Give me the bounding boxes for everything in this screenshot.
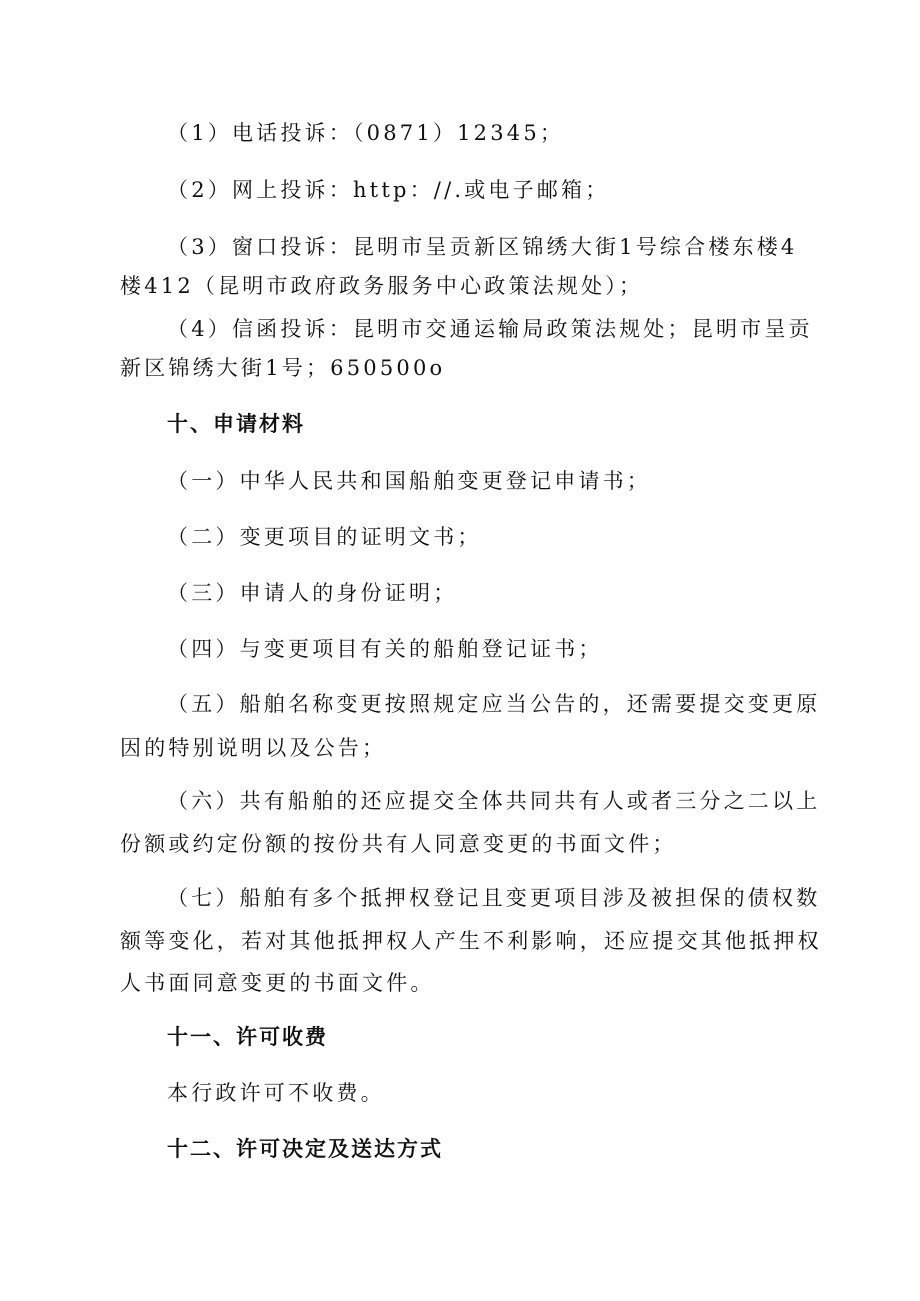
material-item-2: （二）变更项目的证明文书； bbox=[167, 525, 482, 549]
complaint-phone: （1）电话投诉：（0871）12345； bbox=[167, 121, 565, 145]
material-item-7-line-2: 额等变化，若对其他抵押权人产生不利影响，还应提交其他抵押权 bbox=[120, 929, 822, 953]
fees-text: 本行政许可不收费。 bbox=[167, 1081, 385, 1105]
material-item-3: （三）申请人的身份证明； bbox=[167, 581, 458, 605]
complaint-window-line-2: 楼412（昆明市政府政务服务中心政策法规处）； bbox=[120, 274, 644, 298]
material-item-1: （一）中华人民共和国船舶变更登记申请书； bbox=[167, 469, 651, 493]
material-item-5-line-2: 因的特别说明以及公告； bbox=[120, 736, 387, 760]
complaint-letter-line-2: 新区锦绣大街1号；650500o bbox=[120, 356, 446, 380]
material-item-7-line-1: （七）船舶有多个抵押权登记且变更项目涉及被担保的债权数 bbox=[167, 886, 821, 910]
material-item-4: （四）与变更项目有关的船舶登记证书； bbox=[167, 637, 603, 661]
material-item-6-line-1: （六）共有船舶的还应提交全体共同共有人或者三分之二以上 bbox=[167, 789, 821, 813]
material-item-6-line-2: 份额或约定份额的按份共有人同意变更的书面文件； bbox=[120, 832, 677, 856]
complaint-window-line-1: （3）窗口投诉：昆明市呈贡新区锦绣大街1号综合楼东楼4 bbox=[167, 235, 798, 259]
complaint-letter-line-1: （4）信函投诉：昆明市交通运输局政策法规处；昆明市呈贡 bbox=[167, 317, 813, 341]
complaint-online: （2）网上投诉：http：//.或电子邮箱； bbox=[167, 178, 610, 202]
material-item-5-line-1: （五）船舶名称变更按照规定应当公告的，还需要提交变更原 bbox=[167, 692, 821, 716]
material-item-7-line-3: 人书面同意变更的书面文件。 bbox=[120, 971, 435, 995]
section-heading-decision-delivery: 十二、许可决定及送达方式 bbox=[167, 1137, 443, 1161]
section-heading-materials: 十、申请材料 bbox=[167, 412, 305, 436]
section-heading-fees: 十一、许可收费 bbox=[167, 1025, 328, 1049]
